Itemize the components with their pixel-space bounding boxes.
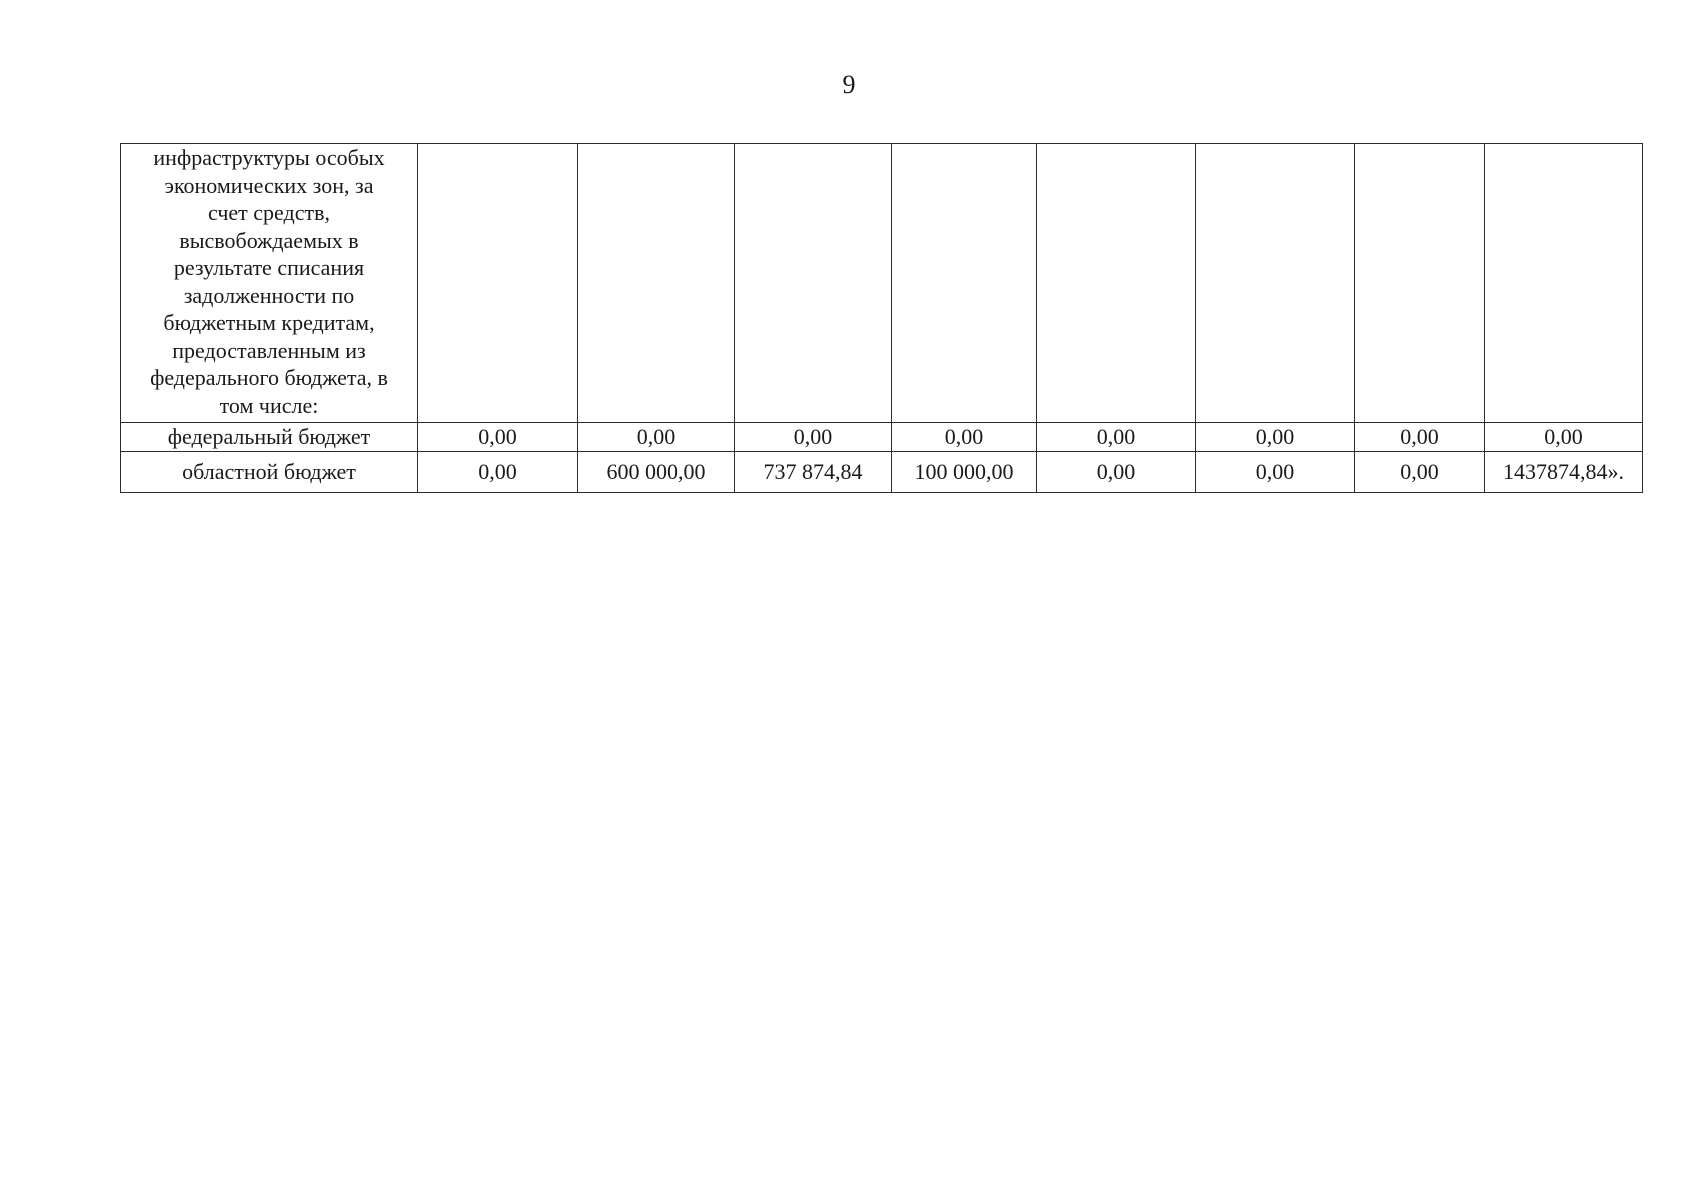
value-cell: 0,00 xyxy=(1037,452,1196,493)
description-cell xyxy=(121,144,418,423)
empty-cell xyxy=(1485,144,1643,423)
value-cell: 737 874,84 xyxy=(735,452,892,493)
value-cell: 0,00 xyxy=(1485,423,1643,452)
description-line: инфраструктуры особых xyxy=(153,145,385,170)
empty-cell xyxy=(735,144,892,423)
description-line: задолженности по xyxy=(183,282,355,308)
row-label: федеральный бюджет xyxy=(121,423,418,452)
description-line: бюджетным кредитам, xyxy=(163,310,375,335)
value-cell: 600 000,00 xyxy=(578,452,735,493)
empty-cell xyxy=(578,144,735,423)
description-line: результате списания xyxy=(173,255,365,280)
row-label: областной бюджет xyxy=(121,452,418,493)
value-cell: 0,00 xyxy=(1196,452,1355,493)
value-cell: 0,00 xyxy=(418,452,578,493)
value-cell: 0,00 xyxy=(1196,423,1355,452)
description-line: предоставленным из xyxy=(172,337,366,363)
empty-cell xyxy=(418,144,578,423)
value-cell: 0,00 xyxy=(892,423,1037,452)
value-cell: 0,00 xyxy=(1037,423,1196,452)
description-line: счет средств, xyxy=(208,200,330,225)
empty-cell xyxy=(892,144,1037,423)
page-number: 9 xyxy=(842,70,856,99)
value-cell: 0,00 xyxy=(1355,423,1485,452)
table-row-federal-budget xyxy=(121,423,1643,452)
description-line: федерального бюджета, в xyxy=(150,365,388,390)
value-cell: 0,00 xyxy=(1355,452,1485,493)
table-row xyxy=(121,144,1643,423)
value-cell: 0,00 xyxy=(578,423,735,452)
description-line: высвобождаемых в xyxy=(179,227,359,253)
description-line: экономических зон, за xyxy=(164,172,374,198)
empty-cell xyxy=(1355,144,1485,423)
empty-cell xyxy=(1037,144,1196,423)
budget-table xyxy=(120,143,1643,493)
value-cell: 0,00 xyxy=(735,423,892,452)
table-row-regional-budget xyxy=(121,452,1643,493)
empty-cell xyxy=(1196,144,1355,423)
value-cell: 1437874,84». xyxy=(1485,452,1643,493)
value-cell: 100 000,00 xyxy=(892,452,1037,493)
description-line: том числе: xyxy=(219,392,319,418)
value-cell: 0,00 xyxy=(418,423,578,452)
